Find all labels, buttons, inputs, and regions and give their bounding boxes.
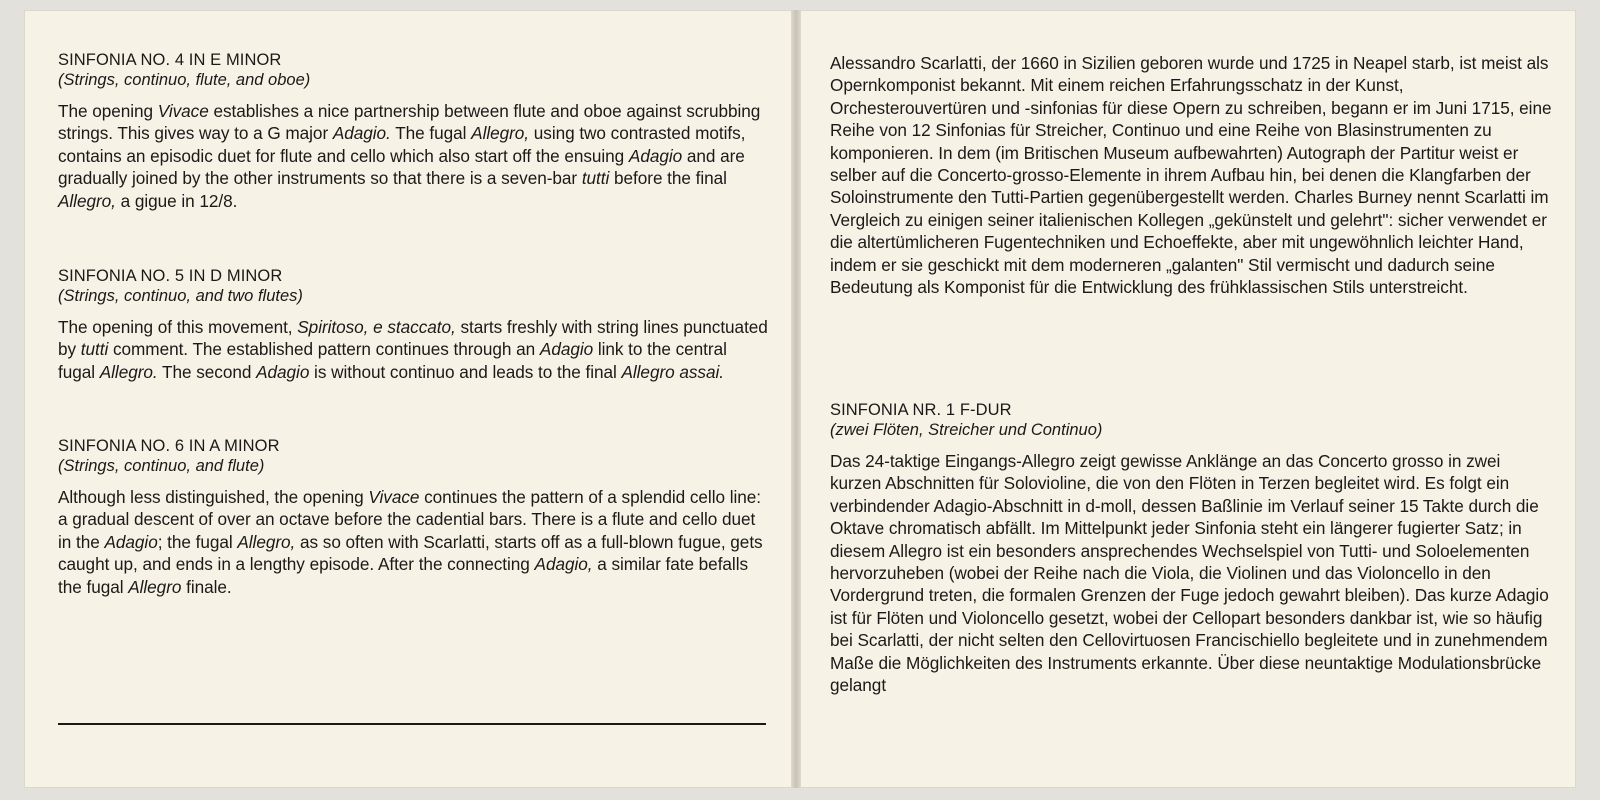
sinfonia-6-section xyxy=(58,436,768,598)
italic-term: tutti xyxy=(581,168,610,189)
text-run: starts freshly with string lines punctuated by xyxy=(58,317,768,360)
text-run: a similar fate befalls the fugal xyxy=(58,554,749,597)
italic-term: Spiritoso, e staccato, xyxy=(297,317,456,337)
italic-term: Adagio. xyxy=(332,123,391,144)
text-run: is without continuo and leads to the final xyxy=(309,361,622,382)
sinfonia-5-instruments: (Strings, continuo, and two flutes) xyxy=(58,287,303,305)
italic-term: tutti xyxy=(80,339,109,360)
text-run: The fugal xyxy=(390,123,472,144)
right-page xyxy=(800,10,1576,788)
italic-term: Adagio xyxy=(104,531,158,552)
sinfonia-4-section xyxy=(58,50,768,212)
italic-term: Adagio xyxy=(256,361,310,382)
text-run: as so often with Scarlatti, starts off as a full-blown fugue, gets caught up, and ends in a lengthy episode. After the connecting xyxy=(58,531,763,575)
sinfonia-nr-1-section xyxy=(830,400,1552,696)
text-run: ; the fugal xyxy=(157,531,238,552)
text-run: The opening of this movement, xyxy=(58,317,298,337)
text-run: The opening xyxy=(58,101,158,121)
sinfonia-4-instruments: (Strings, continuo, flute, and oboe) xyxy=(58,71,311,89)
text-run: a gigue in 12/8. xyxy=(115,190,238,211)
book-gutter xyxy=(792,10,800,788)
text-run: and are gradually joined by the other instruments so that there is a seven-bar xyxy=(58,145,745,189)
italic-term: Allegro xyxy=(128,576,182,597)
italic-term: Allegro, xyxy=(237,531,296,552)
german-intro-text: Alessandro Scarlatti, der 1660 in Sizilien geboren wurde und 1725 in Neapel starb, ist meist als Opernkomponist bekannt. Mit einem reichen Erfahrungsschatz in der Kunst, Orchesterouvertüren und -sinfonias für diese Opern zu schreiben, begann er im Juni 1715, eine Reihe von 12 Sinfonias für Streicher, Continuo und eine Reihe von Blasinstrumenten zu komponieren. In dem (im Britischen Museum aufbewahrten) Autograph der Partitur weist er selber auf die Concerto-grosso-Elemente in ihrem Aufbau hin, bei denen die Klangfarben der Soloinstrumente den Tutti-Partien gegenübergestellt werden. Charles Burney nennt Scarlatti im Vergleich zu einigen seiner italienischen Kollegen „gekünstelt und gelehrt": sicher verwendet er die altertümlicheren Fugentechniken und Echoeffekte, aber mit ungewöhnlich leichter Hand, indem er sie geschickt mit dem moderneren „galanten" Stil vermischt und dadurch seine Bedeutung als Komponist für die Entwicklung des frühklassischen Stils unterstreicht. xyxy=(830,53,1552,298)
sinfonia-nr-1-instruments: (zwei Flöten, Streicher und Continuo) xyxy=(830,421,1103,439)
italic-term: Adagio, xyxy=(534,554,593,575)
german-intro-section xyxy=(830,52,1552,298)
text-run: finale. xyxy=(181,576,232,597)
italic-term: Allegro assai. xyxy=(621,361,724,382)
italic-term: Vivace xyxy=(368,487,420,507)
text-run: continues the pattern of a splendid cello line: a gradual descent of over an octave before the cadential bars. There is a flute and cello duet in the xyxy=(58,487,761,552)
text-run: comment. The established pattern continues through an xyxy=(108,339,540,360)
text-run: using two contrasted motifs, contains an episodic duet for flute and cello which also start off the ensuing xyxy=(58,123,746,166)
sinfonia-5-description xyxy=(58,316,768,383)
sinfonia-nr-1-title: SINFONIA NR. 1 F-DUR xyxy=(830,401,1012,419)
sinfonia-6-description xyxy=(58,486,768,598)
italic-term: Allegro, xyxy=(471,123,530,144)
italic-term: Allegro. xyxy=(99,361,158,382)
sinfonia-6-instruments: (Strings, continuo, and flute) xyxy=(58,457,265,475)
sinfonia-5-title: SINFONIA NO. 5 IN D MINOR xyxy=(58,267,283,285)
text-run: Although less distinguished, the opening xyxy=(58,487,369,507)
sinfonia-5-section xyxy=(58,266,768,383)
italic-term: Adagio xyxy=(628,145,683,166)
left-page xyxy=(24,10,792,788)
sinfonia-nr-1-description: Das 24-taktige Eingangs-Allegro zeigt gewisse Anklänge an das Concerto grosso in zwei kurzen Abschnitten für Solovioline, die von den Flöten in Terzen begleitet wird. Es folgt ein verbindender Adagio-Abschnitt in d-moll, dessen Baßlinie im Verlauf seiner 15 Takte durch die Oktave chromatisch abfällt. Im Mittelpunkt jeder Sinfonia steht ein längerer fugierter Satz; in diesem Allegro ist ein besonders ansprechendes Wechselspiel von Tutti- und Soloelementen hervorzuheben (wobei der Reihe nach die Viola, die Violinen und das Violoncello in den Vordergrund treten, die formalen Grenzen der Fuge jedoch gewahrt bleiben). Das kurze Adagio ist für Flöten und Violoncello gesetzt, wobei der Cellopart besonders dankbar ist, wie so häufig bei Scarlatti, der nicht selten den Cellovirtuosen Francischiello begleitete und in zunehmendem Maße die Möglichkeiten des Instruments erkannte. Über diese neuntaktige Modulationsbrücke gelangt xyxy=(830,451,1549,696)
sinfonia-6-title: SINFONIA NO. 6 IN A MINOR xyxy=(58,437,280,455)
text-run: establishes a nice partnership between flute and oboe against scrubbing strings. This gives way to a G major xyxy=(58,101,761,144)
text-run: The second xyxy=(157,361,257,382)
bottom-rule xyxy=(58,723,766,725)
text-run: before the final xyxy=(609,168,727,189)
sinfonia-4-title: SINFONIA NO. 4 IN E MINOR xyxy=(58,51,282,69)
italic-term: Vivace xyxy=(157,101,209,121)
sinfonia-4-description xyxy=(58,100,768,212)
italic-term: Adagio xyxy=(539,339,594,360)
italic-term: Allegro, xyxy=(58,190,116,211)
text-run: link to the central fugal xyxy=(58,339,727,382)
